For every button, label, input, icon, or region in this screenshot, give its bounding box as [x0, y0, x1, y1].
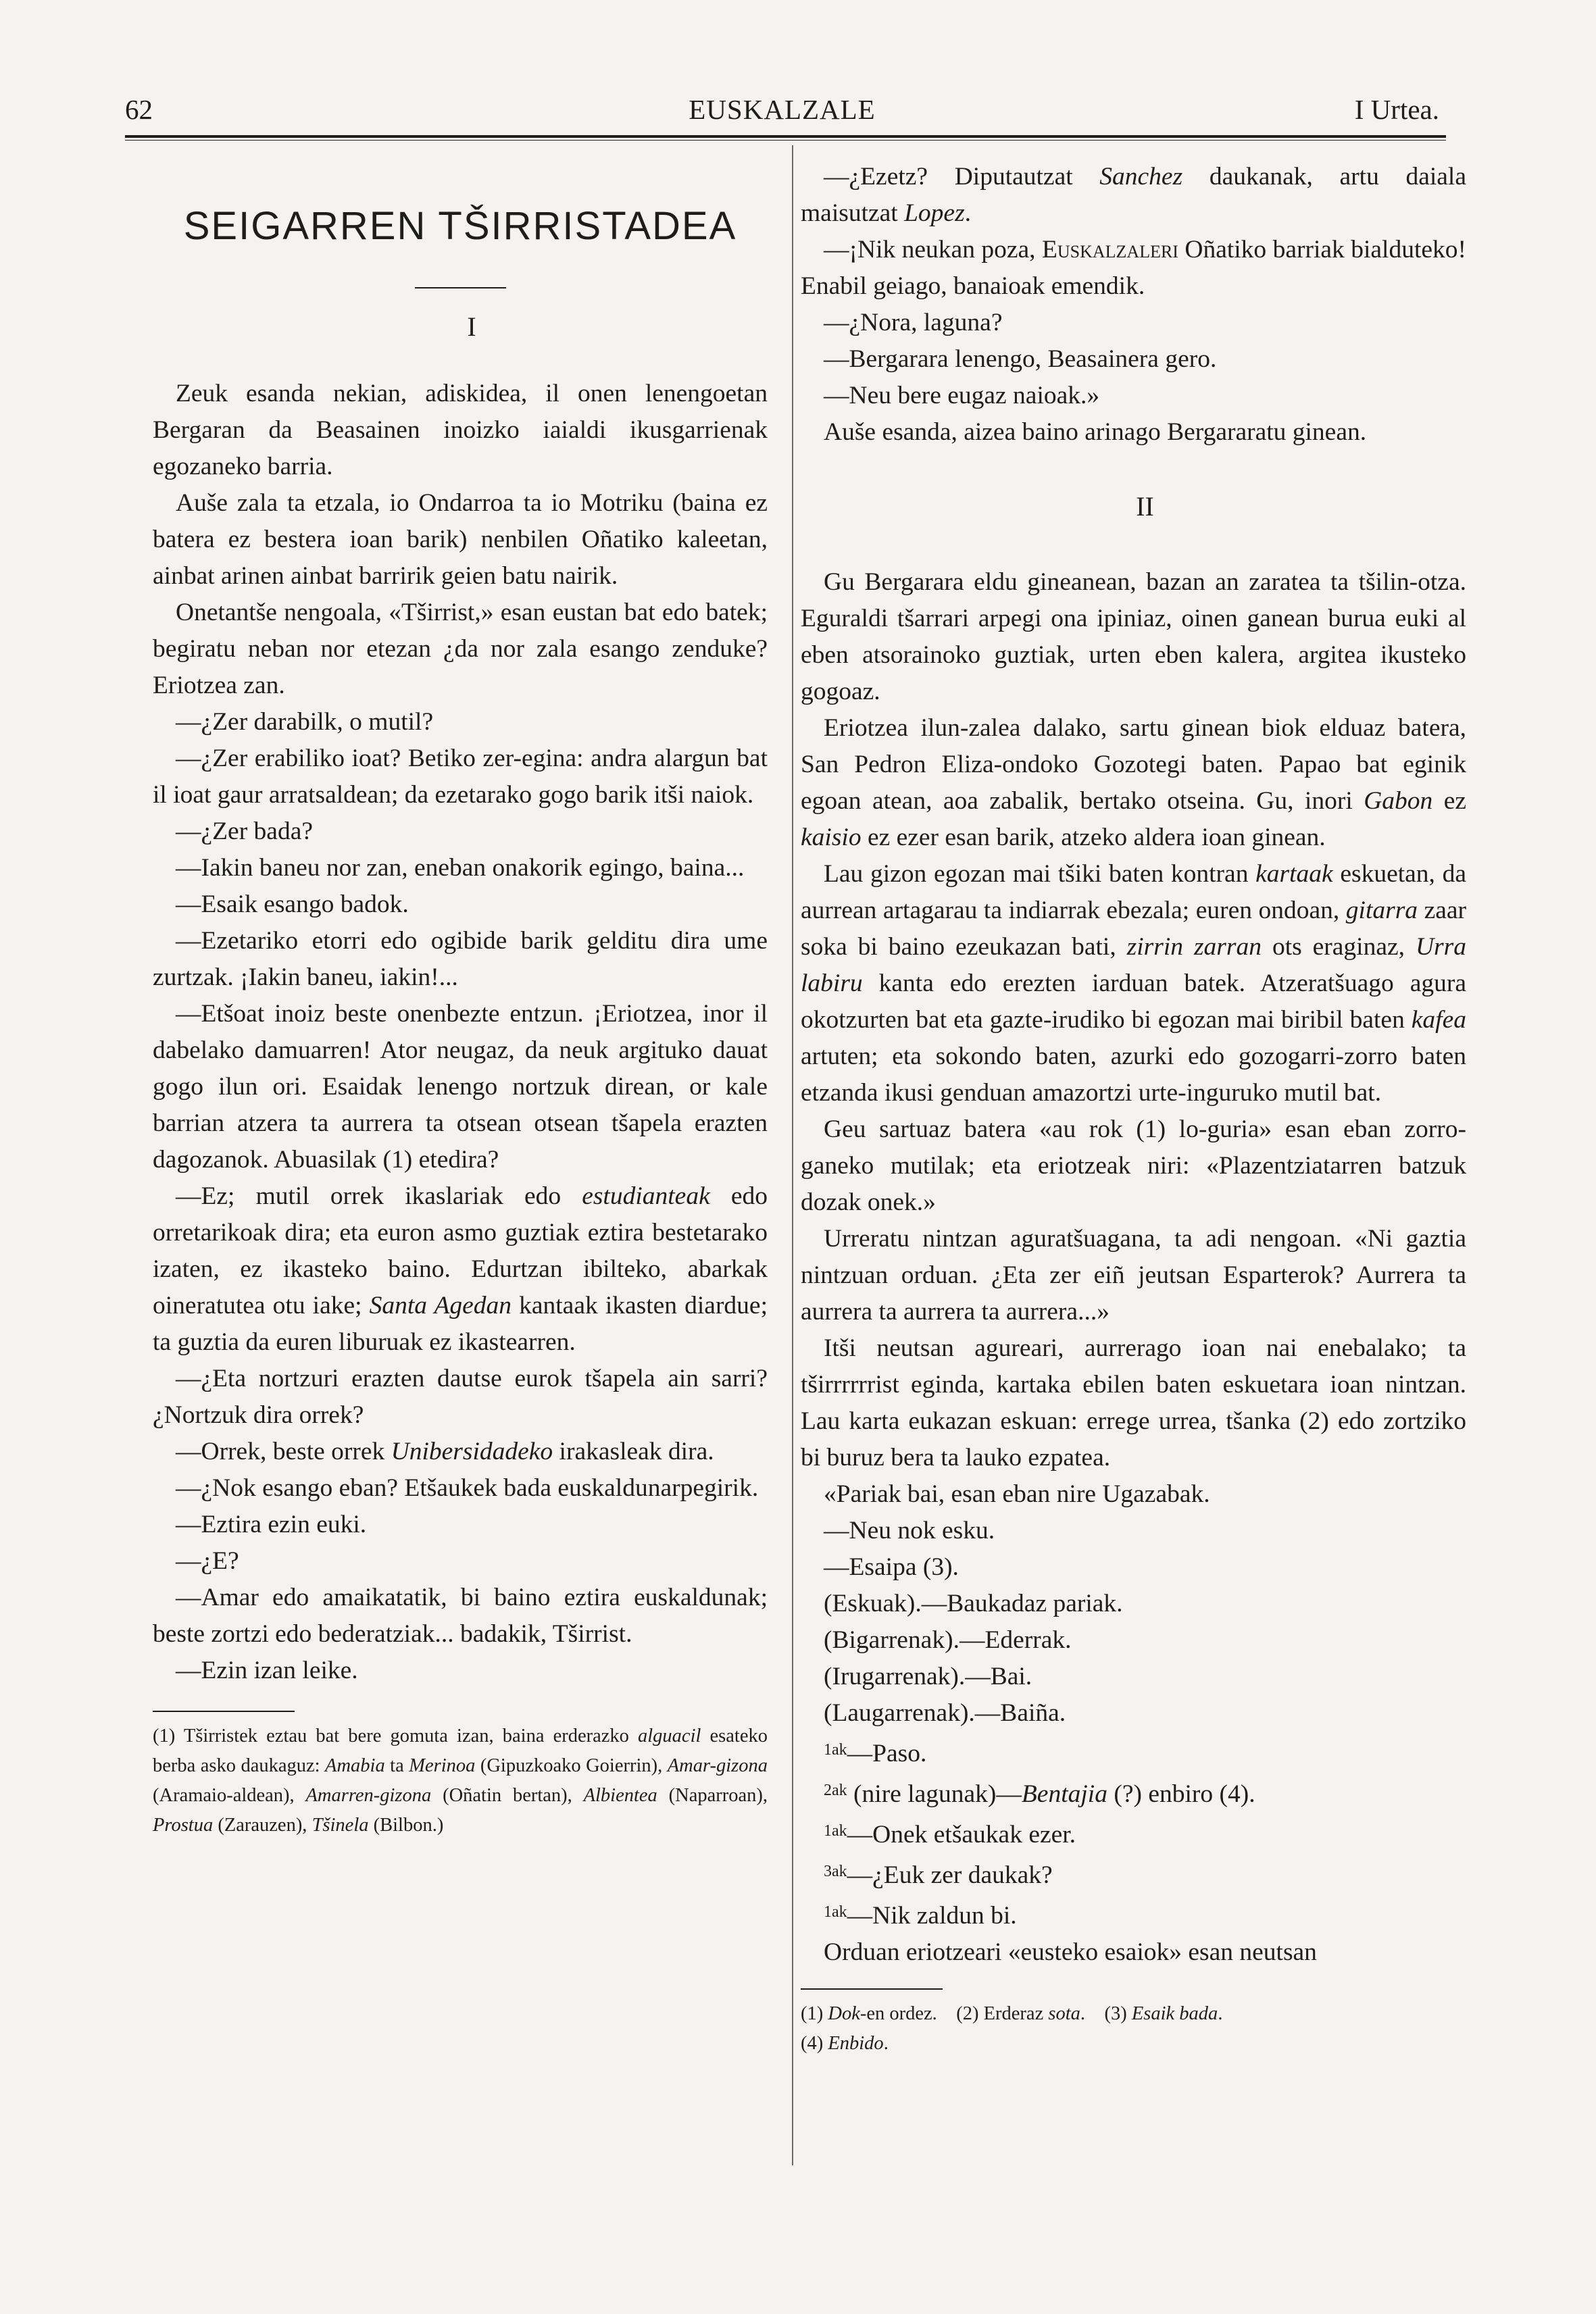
article-title: SEIGARREN TŠIRRISTADEA	[183, 204, 737, 248]
journal-title: EUSKALZALE	[689, 94, 876, 125]
paragraph: —¿E?	[176, 1547, 239, 1575]
paragraph: —Ez; mutil orrek ikaslariak edo estudianteak edo orretarikoak dira; eta euron asmo guztiak eztira bestetarako izaten, ez ikasteko baino. Edurtzan ibilteko, abarkak oineratutea otu iake; Santa Agedan kantaak ikasten diardue; ta guztia da euren liburuak ez ikastearren.	[153, 1182, 768, 1356]
paragraph: $^{3ak}$—¿Euk zer daukak?	[824, 1861, 1053, 1889]
paragraph: (Laugarrenak).—Baiña.	[824, 1699, 1066, 1727]
paragraph: —Ezetariko etorri edo ogibide barik gelditu dira ume zurtzak. ¡Iakin baneu, iakin!...	[153, 927, 768, 991]
paragraph: —¿Zer darabilk, o mutil?	[176, 708, 434, 736]
paragraph: —Iakin baneu nor zan, eneban onakorik egingo, baina...	[176, 854, 745, 882]
paragraph: —¿Ezetz? Diputautzat Sanchez daukanak, artu daiala maisutzat Lopez.	[801, 163, 1466, 227]
right-column	[801, 159, 1466, 2059]
paragraph: —¿Eta nortzuri erazten dautse eurok tšapela ain sarri? ¿Nortzuk dira orrek?	[153, 1365, 768, 1429]
paragraph: $^{1ak}$—Onek etšaukak ezer.	[824, 1821, 1076, 1848]
paragraph: —Orrek, beste orrek Unibersidadeko irakasleak dira.	[176, 1438, 714, 1465]
paragraph: —Esaipa (3).	[824, 1553, 959, 1581]
paragraph: —Etšoat inoiz beste onenbezte entzun. ¡Eriotzea, inor il dabelako damuarren! Ator neugaz, da neuk argituko dauat gogo ilun ori. Esaidak lenengo nortzuk direan, or kale barrian atzera ta aurrera ta otsean otsean tšapela erazten dagozanok. Abuasilak (1) etedira?	[153, 1000, 768, 1174]
paragraph: —Neu nok esku.	[824, 1517, 995, 1544]
footnotes-right	[801, 1999, 1466, 2059]
paragraph: Zeuk esanda nekian, adiskidea, il onen lenengoetan Bergaran da Beasainen inoizko iaialdi ikusgarrienak egozaneko barria.	[153, 380, 768, 480]
volume-year: I Urtea.	[1354, 94, 1439, 125]
footnotes-left	[153, 1721, 768, 1840]
paragraph: (Eskuak).—Baukadaz pariak.	[824, 1590, 1123, 1617]
paragraph: —Amar edo amaikatatik, bi baino eztira euskaldunak; beste zortzi edo bederatziak... badakik, Tširrist.	[153, 1584, 768, 1648]
paragraph: Eriotzea ilun-zalea dalako, sartu ginean biok elduaz batera, San Pedron Eliza-ondoko Gozotegi baten. Papao bat eginik egoan atean, aoa zabalik, bertako otseina. Gu, inori Gabon ez kaisio ez ezer esan barik, atzeko aldera ioan ginean.	[801, 714, 1466, 851]
left-column	[153, 159, 768, 1840]
paragraph: Geu sartuaz batera «au rok (1) lo-guria» esan eban zorro-ganeko mutilak; eta eriotzeak niri: «Plazentziatarren batzuk dozak onek.»	[801, 1115, 1466, 1216]
paragraph: —¿Zer erabiliko ioat? Betiko zer-egina: andra alargun bat il ioat gaur arratsaldean; da ezetarako gogo barik itši naiok.	[153, 745, 768, 809]
paragraph: —Neu bere eugaz naioak.»	[824, 382, 1100, 409]
paragraph: $^{1ak}$—Nik zaldun bi.	[824, 1902, 1017, 1930]
paragraph: —Ezin izan leike.	[176, 1657, 358, 1684]
paragraph: —¿Nok esango eban? Etšaukek bada euskaldunarpegirik.	[176, 1474, 759, 1502]
paragraph: —¡Nik neukan poza, Euskalzaleri Oñatiko barriak bialduteko! Enabil geiago, banaioak emendik.	[801, 236, 1466, 300]
footnote: (1) Dok-en ordez. (2) Erderaz sota. (3) Esaik bada.	[801, 2003, 1223, 2024]
paragraph: —¿Nora, laguna?	[824, 309, 1003, 336]
header-rule-thick	[125, 135, 1446, 138]
header-rule-thin	[125, 140, 1446, 141]
section-number: I	[467, 311, 476, 342]
paragraph: —Bergarara lenengo, Beasainera gero.	[824, 345, 1217, 373]
paragraph: —Eztira ezin euki.	[176, 1511, 367, 1538]
paragraph: (Bigarrenak).—Ederrak.	[824, 1626, 1072, 1654]
page-number: 62	[125, 94, 153, 125]
paragraph: Gu Bergarara eldu gineanean, bazan an zaratea ta tšilin-otza. Eguraldi tšarrari arpegi ona ipiniaz, oinen ganean burua euki al eben atsorainoko guztiak, urten eben kalera, argitea ikusteko gogoaz.	[801, 568, 1466, 705]
paragraph: Lau gizon egozan mai tšiki baten kontran kartaak eskuetan, da aurrean artagarau ta indiarrak ebezala; euren ondoan, gitarra zaar soka bi baino ezeukazan bati, zirrin zarran ots eraginaz, Urra labiru kanta edo erezten iarduan batek. Atzeratšuago agura okotzurten bat eta gazte-irudiko bi egozan mai biribil baten kafea artuten; eta sokondo baten, azurki edo gozogarri-zorro baten etzanda ikusi genduan amazortzi urte-inguruko mutil bat.	[801, 860, 1467, 1107]
paragraph: Auše esanda, aizea baino arinago Bergararatu ginean.	[824, 418, 1367, 446]
column-divider	[792, 145, 793, 2165]
paragraph: $^{2ak}$ (nire lagunak)—Bentajia (?) enbiro (4).	[824, 1780, 1255, 1808]
paragraph: Orduan eriotzeari «eusteko esaiok» esan neutsan	[824, 1938, 1317, 1966]
paragraph: —Esaik esango badok.	[176, 890, 409, 918]
paragraph: (Irugarrenak).—Bai.	[824, 1663, 1032, 1690]
paragraph: Itši neutsan agureari, aurrerago ioan nai enebalako; ta tširrrrrrist eginda, kartaka ebilen baten eskuetara ioan nintzan. Lau karta eukazan eskuan: errege urrea, tšanka (2) edo zortziko bi buruz bera ta lauko ezpatea.	[801, 1334, 1466, 1472]
footnote: (1) Tširristek eztau bat bere gomuta izan, baina erderazko alguacil esateko berba asko daukaguz: Amabia ta Merinoa (Gipuzkoako Goierrin), Amar-gizona (Aramaio-aldean), Amarren-gizona (Oñatin bertan), Albientea (Naparroan), Prostua (Zarauzen), Tšinela (Bilbon.)	[153, 1726, 768, 1836]
paragraph: —¿Zer bada?	[176, 818, 313, 845]
section-number: II	[1136, 491, 1154, 522]
footnote: (4) Enbido.	[801, 2033, 889, 2054]
paragraph: Onetantše nengoala, «Tširrist,» esan eustan bat edo batek; begiratu neban nor etezan ¿da nor zala esango zenduke? Eriotzea zan.	[153, 599, 768, 699]
paragraph: Auše zala ta etzala, io Ondarroa ta io Motriku (baina ez batera ez bestera ioan barik) nenbilen Oñatiko kaleetan, ainbat arinen ainbat barririk geien batu nairik.	[153, 489, 768, 590]
paragraph: «Pariak bai, esan eban nire Ugazabak.	[824, 1480, 1210, 1508]
paragraph: $^{1ak}$—Paso.	[824, 1740, 927, 1767]
paragraph: Urreratu nintzan aguratšuagana, ta adi nengoan. «Ni gaztia nintzuan orduan. ¿Eta zer eiñ jeutsan Esparterok? Aurrera ta aurrera ta aurrera ta aurrera...»	[801, 1225, 1466, 1326]
page-header	[125, 93, 1439, 134]
